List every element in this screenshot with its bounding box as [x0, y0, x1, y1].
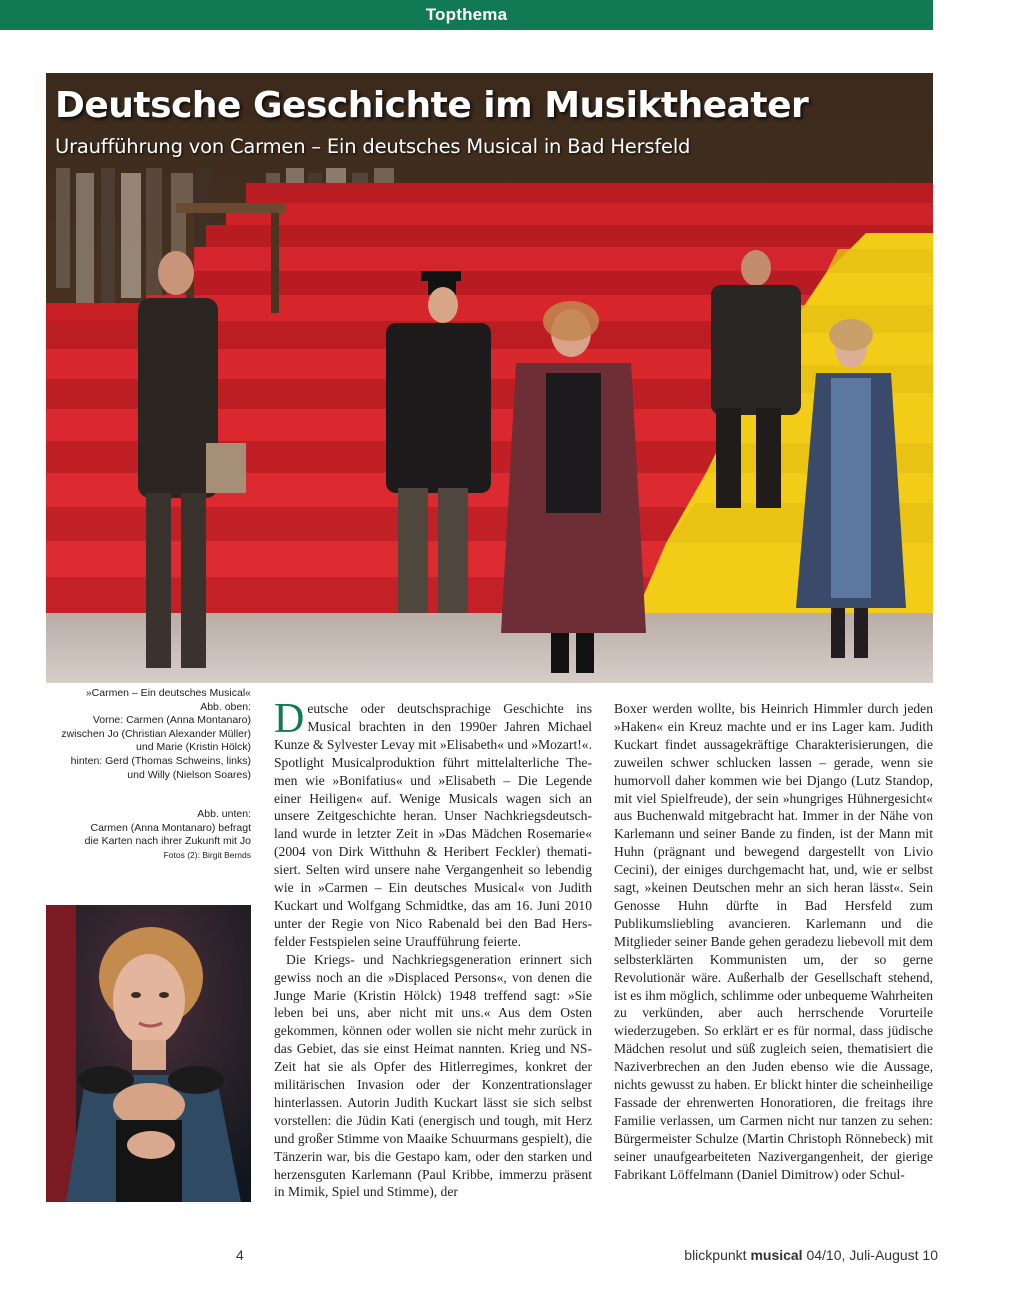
- issue-info: 04/10, Juli-August 10: [802, 1247, 938, 1263]
- caption-line: Vorne: Carmen (Anna Montanaro): [92, 714, 251, 727]
- section-label: Topthema: [425, 5, 508, 24]
- article-title: Deutsche Geschichte im Musiktheater: [55, 85, 809, 126]
- caption-line: zwischen Jo (Christian Alexander Müller): [61, 727, 251, 740]
- photo-caption-top: [46, 687, 251, 782]
- paragraph-text: eutsche oder deutschsprachige Geschichte ins Musical brachten in den 1990er Jahren Michael Kunze & Sylvester Levay mit »Elisabeth« und »Mozart!«. Spotlight Musicalproduktion führt mittelalterliche Themen wie »Bonifatius« und »Elisabeth – Die Legende einer Heiligen« auf. Wenige Musicals wagen sich an unsere Zeitgeschichte heran. Unser Nachkriegsdeutschland wurde in letzter Zeit in »Das Mädchen Rosemarie« (2004 von Dirk Witthuhn & Heribert Feckler) thematisiert. Selten wird unsere nahe Vergangenheit so lebendig wie in »Carmen – Ein deutsches Musical« von Judith Kuckart und Wolfgang Schmidtke, das am 16. Juni 2010 unter der Regie von Nico Rabenald bei den Bad Hersfelder Festspielen seine Uraufführung feierte.: [274, 701, 592, 949]
- hero-image: [46, 73, 933, 683]
- article-column-1: [274, 696, 592, 1201]
- caption-line: Abb. unten:: [197, 808, 251, 820]
- caption-line: »Carmen – Ein deutsches Musical«: [85, 687, 251, 699]
- stage-photo: [46, 73, 933, 683]
- magazine-brand: musical: [750, 1247, 803, 1263]
- caption-line: hinten: Gerd (Thomas Schweins, links): [70, 754, 251, 767]
- photo-caption-bottom: [46, 808, 251, 862]
- portrait-photo: [46, 905, 251, 1202]
- portrait-image: [46, 905, 251, 1202]
- caption-line: die Karten nach ihrer Zukunft mit Jo: [84, 835, 251, 848]
- drop-cap: D: [274, 696, 305, 742]
- article-paragraph: [274, 696, 592, 951]
- article-subtitle: Uraufführung von Carmen – Ein deutsches Musical in Bad Hersfeld: [55, 135, 691, 158]
- caption-line: Carmen (Anna Montanaro) befragt: [90, 821, 251, 834]
- article-paragraph: Boxer werden wollte, bis Heinrich Himmler durch jeden »Haken« ein Kreuz machte und er ins Lager kam. Judith Kuckart findet aussagekräftige Charakterisierungen, die zuweilen schwer schlucken lassen – gerade, wenn sie humorvoll daher kommen wie bei Django (Lutz Standop, mit viel Spielfreude), der sein »hungriges Hühnergesicht« aus Buchenwald mitgebracht hat. Immer in der Nähe von Karlemann und seiner Bande zu finden, ist der Mann mit Huhn (prägnant und bewegend dargestellt von Livio Cecini), der einiges durchgemacht hat, und, wie er selbst sagt, »keinen Deutschen mehr an sich heran lässt«. Sein Genosse Huhn dürfte in Bad Hersfeld zum Publikumsliebling avancieren. Karlemann und die Mitglieder seiner Bande gehen geradezu liebevoll mit dem selbsterklärten Kommunisten um, der so gerne Revolutionär wäre. Außerhalb der Gesellschaft stehend, ist es ihm möglich, schlimme oder unbequeme Wahrheiten zu verkünden, aber auch herrschende Vorurteile wiederzugeben. So erklärt er es für normal, dass jüdische Mädchen resolut und süß zugleich seien, thematisiert die Naziverbrechen an den Juden ebenso wie die Aussage, nichts gewusst zu haben. Er blickt hinter die scheinheilige Fassade der ehrenwerten Honoratioren, die freitags ihre Familie verlassen, um Carmen nicht nur tanzen zu sehen: Bürgermeister Schulze (Martin Christoph Rönnebeck) mit seiner unaufgearbeiteten Nazivergangenheit, der gierige Fabrikant Löffelmann (Daniel Dimitrow) oder Schul-: [614, 701, 933, 1182]
- caption-line: Abb. oben:: [200, 700, 251, 713]
- page-number: 4: [236, 1247, 244, 1263]
- article-paragraph: Die Kriegs- und Nachkriegsgeneration erinnert sich gewiss noch an die »Displaced Persons«, von denen die Junge Marie (Kristin Hölck) 1948 treffend sagt: »Sie leben bei uns, aber nicht mit uns.« Aus dem Osten gekommen, können oder wollen sie nicht mehr zurück in das Gebiet, das sie einst Heimat nannten. Krieg und NS-Zeit hat sie als Opfer des Hitlerregimes, konkret der militärischen Invasion oder der Konzentrationslager hinterlassen. Autorin Judith Kuckart lässt sie sich selbst vorstellen: die Jüdin Kati (energisch und tough, mit Herz und großer Stimme von Maaike Schuurmans gespielt), die Tänzerin war, bis die Gestapo kam, oder den starken und herzensguten Karlemann (Paul Kribbe, immerzu präsent in Mimik, Spiel und Stimme), der: [274, 951, 592, 1200]
- photo-credit: Fotos (2): Birgit Bernds: [163, 849, 251, 860]
- article-column-2: [614, 700, 933, 1183]
- caption-line: und Marie (Kristin Hölck): [136, 741, 251, 754]
- section-header-bar: [0, 0, 933, 30]
- magazine-prefix: blickpunkt: [684, 1247, 751, 1263]
- magazine-footer: [684, 1247, 938, 1263]
- caption-line: und Willy (Nielson Soares): [127, 768, 251, 781]
